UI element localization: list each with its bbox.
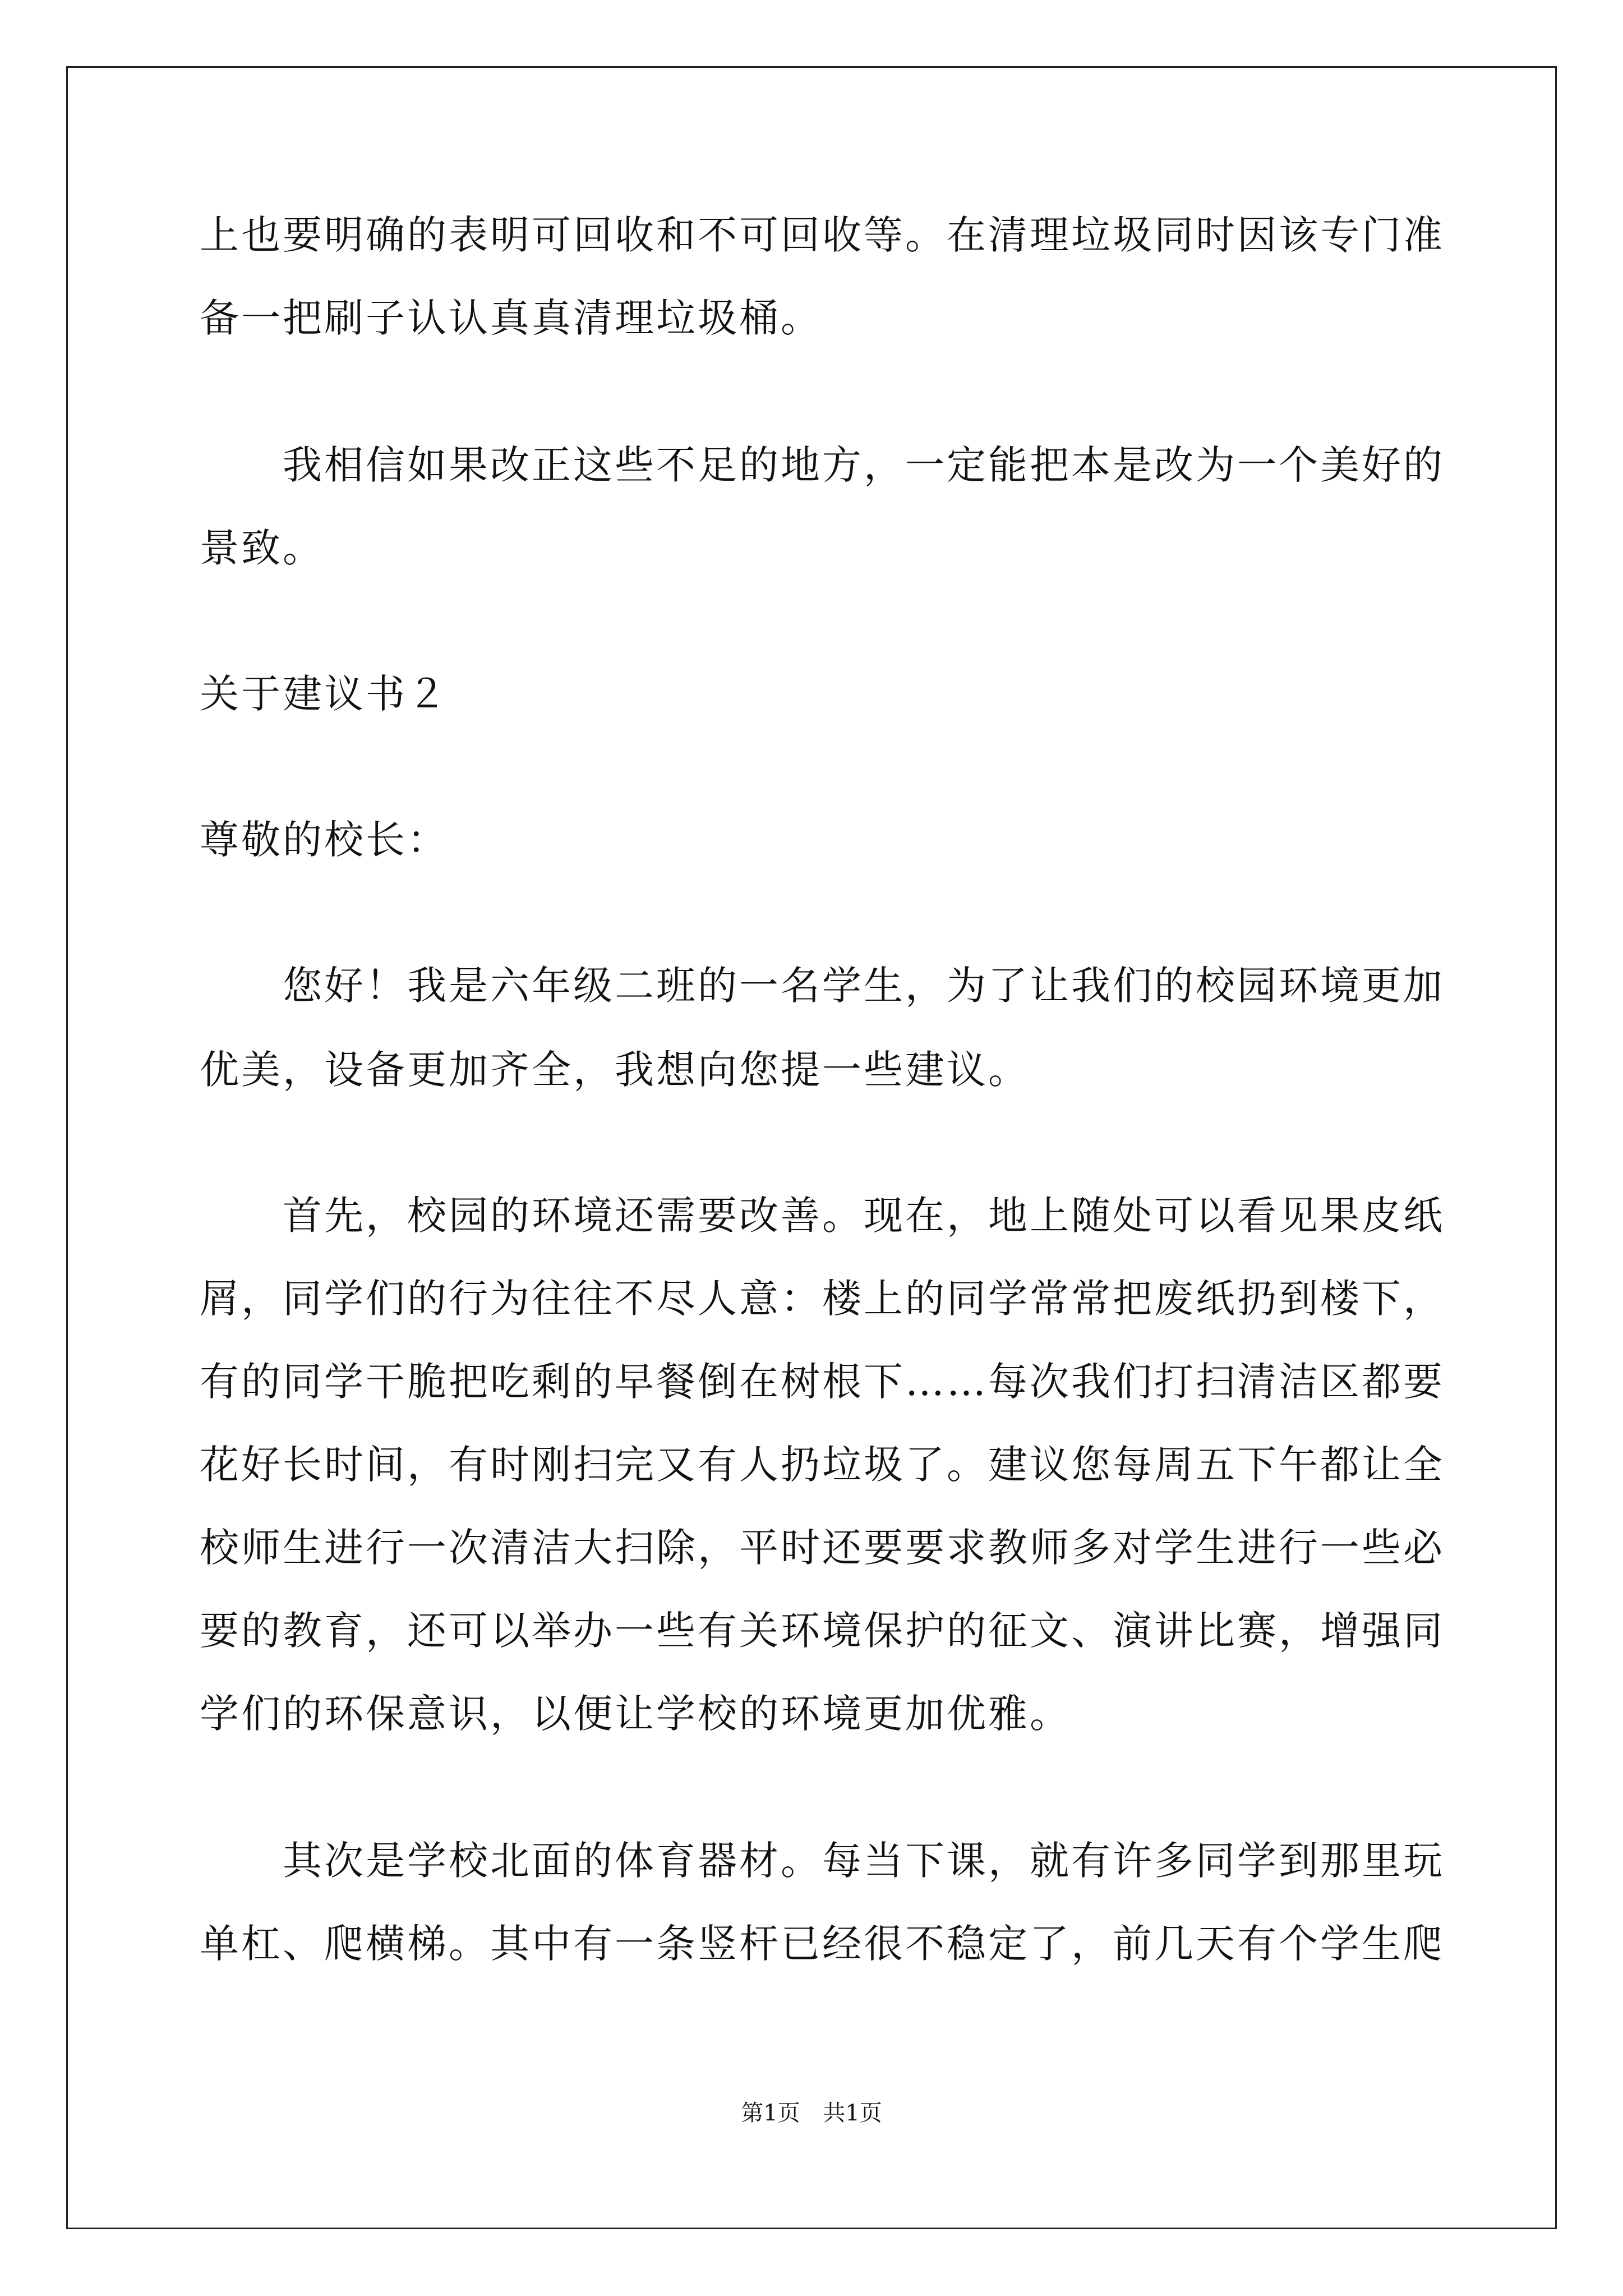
page-footer bbox=[0, 2095, 1623, 2127]
text-line: 要的教育，还可以举办一些有关环境保护的征文、演讲比赛，增强同 bbox=[200, 1608, 1445, 1654]
text-line: 单杠、爬横梯。其中有一条竖杆已经很不稳定了，前几天有个学生爬 bbox=[200, 1921, 1445, 1967]
text-line: 优美，设备更加齐全，我想向您提一些建议。 bbox=[200, 1047, 1030, 1093]
page-border bbox=[66, 66, 1557, 2229]
text-line: 上也要明确的表明可回收和不可回收等。在清理垃圾同时因该专门准 bbox=[200, 212, 1445, 258]
section-title: 关于建议书２ bbox=[200, 671, 449, 717]
text-line: 备一把刷子认认真真清理垃圾桶。 bbox=[200, 295, 822, 341]
page-total: 共1页 bbox=[823, 2100, 882, 2126]
text-line: 学们的环保意识，以便让学校的环境更加优雅。 bbox=[200, 1691, 1071, 1737]
page-number: 第1页 bbox=[741, 2100, 800, 2126]
text-line: 花好长时间，有时刚扫完又有人扔垃圾了。建议您每周五下午都让全 bbox=[200, 1442, 1445, 1488]
text-line: 我相信如果改正这些不足的地方，一定能把本是改为一个美好的 bbox=[283, 442, 1445, 488]
salutation: 尊敬的校长： bbox=[200, 817, 449, 863]
text-line: 首先，校园的环境还需要改善。现在，地上随处可以看见果皮纸 bbox=[283, 1193, 1445, 1239]
text-line: 屑，同学们的行为往往不尽人意：楼上的同学常常把废纸扔到楼下， bbox=[200, 1276, 1445, 1322]
text-line: 有的同学干脆把吃剩的早餐倒在树根下……每次我们打扫清洁区都要 bbox=[200, 1359, 1445, 1405]
text-line: 其次是学校北面的体育器材。每当下课，就有许多同学到那里玩 bbox=[283, 1838, 1445, 1884]
text-line: 景致。 bbox=[200, 525, 324, 571]
text-line: 校师生进行一次清洁大扫除，平时还要要求教师多对学生进行一些必 bbox=[200, 1525, 1445, 1571]
text-line: 您好！我是六年级二班的一名学生，为了让我们的校园环境更加 bbox=[283, 963, 1445, 1009]
